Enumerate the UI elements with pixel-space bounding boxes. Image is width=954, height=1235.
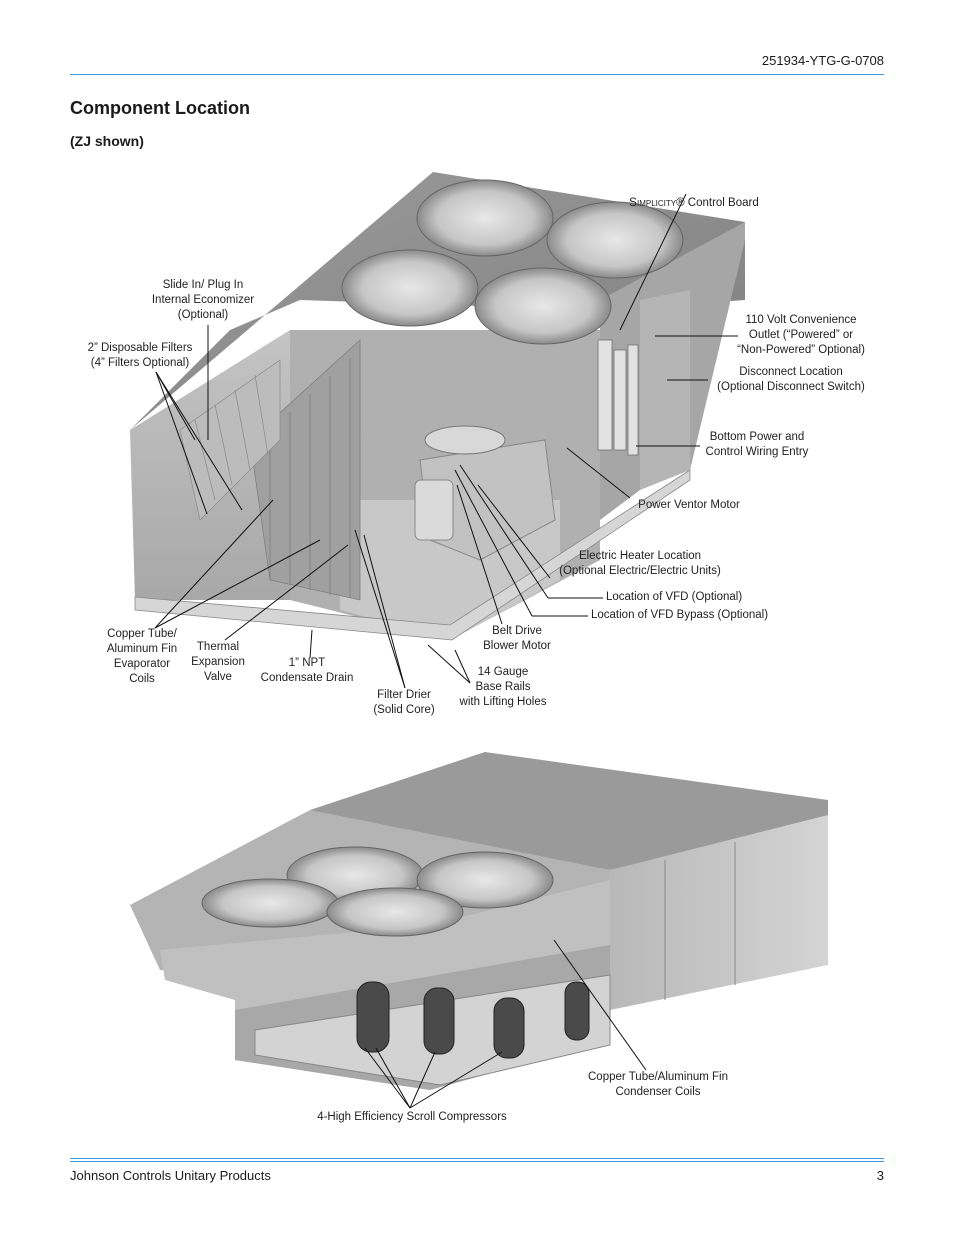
label-condenser-coils: Copper Tube/Aluminum Fin Condenser Coils	[588, 1071, 728, 1098]
label-condensate-drain: 1” NPT Condensate Drain	[260, 657, 354, 684]
label-filter-drier: Filter Drier (Solid Core)	[373, 689, 435, 716]
page-subtitle: (ZJ shown)	[70, 133, 144, 149]
label-belt-drive-blower-motor: Belt Drive Blower Motor	[483, 625, 551, 652]
electrical-components	[598, 340, 638, 455]
label-electric-heater: Electric Heater Location (Optional Electric/Electric Units)	[559, 550, 721, 577]
footer-company: Johnson Controls Unitary Products	[70, 1168, 271, 1183]
control-board-text: ® Control Board	[676, 197, 759, 209]
label-convenience-outlet: 110 Volt Convenience Outlet (“Powered” or “Non-Powered” Optional)	[737, 314, 865, 356]
label-power-ventor-motor: Power Ventor Motor	[638, 499, 740, 511]
label-scroll-compressors: 4-High Efficiency Scroll Compressors	[317, 1111, 507, 1123]
label-base-rails: 14 Gauge Base Rails with Lifting Holes	[459, 666, 547, 708]
label-economizer: Slide In/ Plug In Internal Economizer (Optional)	[151, 279, 255, 321]
label-thermal-expansion-valve: Thermal Expansion Valve	[191, 641, 245, 683]
footer-rule-2	[70, 1161, 884, 1162]
label-vfd-bypass: Location of VFD Bypass (Optional)	[591, 609, 769, 621]
footer-page-number: 3	[876, 1168, 884, 1183]
control-panel	[640, 290, 690, 490]
label-vfd: Location of VFD (Optional)	[606, 591, 743, 603]
simplicity-brand: Simplicity	[629, 195, 677, 209]
blower-motor	[415, 480, 453, 540]
page-title: Component Location	[70, 98, 250, 118]
label-evaporator-coils: Copper Tube/ Aluminum Fin Evaporator Coils	[106, 628, 178, 685]
rooftop-unit-illustration-bottom	[130, 752, 828, 1090]
label-disposable-filters: 2” Disposable Filters (4” Filters Optional)	[87, 342, 193, 369]
document-number: 251934-YTG-G-0708	[761, 53, 884, 68]
label-disconnect-location: Disconnect Location (Optional Disconnect Switch)	[717, 366, 865, 393]
footer-rule	[70, 1158, 884, 1159]
label-simplicity-control-board	[629, 180, 759, 211]
label-bottom-power-entry: Bottom Power and Control Wiring Entry	[705, 431, 809, 458]
